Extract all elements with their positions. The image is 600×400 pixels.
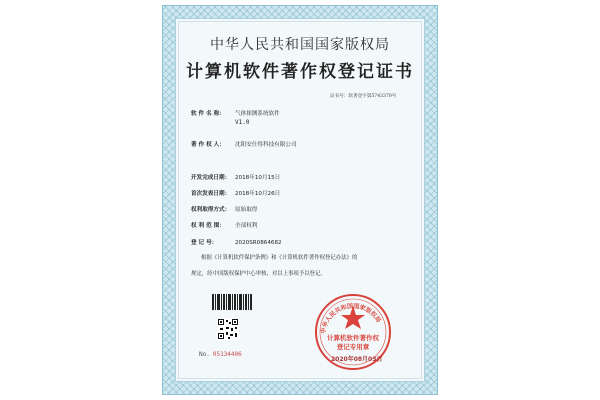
- statement-line-1: 根据《计算机软件保护条例》和《计算机软件著作权登记办法》的: [201, 255, 358, 261]
- acquire-row: [191, 205, 257, 213]
- registration-number: 2020SR0864682: [235, 240, 282, 246]
- registration-label: 登 记 号：: [191, 240, 218, 246]
- seal-center-text: 计算机软件著作权: [327, 334, 379, 342]
- owner-label: 著 作 权 人：: [191, 142, 225, 148]
- barcode-icon: [212, 294, 252, 310]
- serial-prefix: No.: [199, 351, 210, 358]
- scope-label: 权 利 范 围：: [191, 223, 225, 229]
- acquire-value: 原始取得: [235, 207, 258, 213]
- pub-date-value: 2018年10月26日: [235, 191, 281, 197]
- dev-date-value: 2018年10月15日: [235, 175, 281, 181]
- certificate-number: 证书号：软著登字第5743370号: [330, 94, 397, 99]
- qr-code-icon: [217, 318, 239, 340]
- version-value: V1.0: [235, 119, 250, 126]
- software-name-row: [191, 109, 280, 117]
- scope-value: 全部权利: [235, 223, 258, 229]
- seal-arc-text: 中华人民共和国国家版权局: [319, 302, 383, 335]
- issue-date: 2020年08月03日: [331, 356, 383, 363]
- authority-title: 中华人民共和国国家版权局: [210, 37, 390, 53]
- acquire-label: 权利取得方式：: [191, 207, 231, 213]
- certificate-title: 计算机软件著作权登记证书: [186, 62, 414, 82]
- serial-number: [199, 351, 242, 358]
- pub-date-label: 首次发表日期：: [191, 191, 231, 197]
- statement-line-2: 规定，经中国版权保护中心审核，对以上事项予以登记。: [191, 271, 326, 277]
- owner-value: 沈阳安仕得科技有限公司: [235, 142, 297, 148]
- dev-date-row: [191, 173, 280, 181]
- dev-date-label: 开发完成日期：: [191, 175, 231, 181]
- software-name-value: 气体探测系统软件: [235, 111, 280, 117]
- certificate: [162, 5, 438, 395]
- pub-date-row: [191, 189, 280, 197]
- serial-value: 05134406: [212, 351, 242, 358]
- scope-row: [191, 221, 257, 229]
- software-name-label: 软 件 名 称：: [191, 111, 225, 117]
- owner-row: [191, 140, 297, 148]
- registration-row: [191, 238, 282, 246]
- seal-center-text-2: 登记专用章: [336, 343, 370, 351]
